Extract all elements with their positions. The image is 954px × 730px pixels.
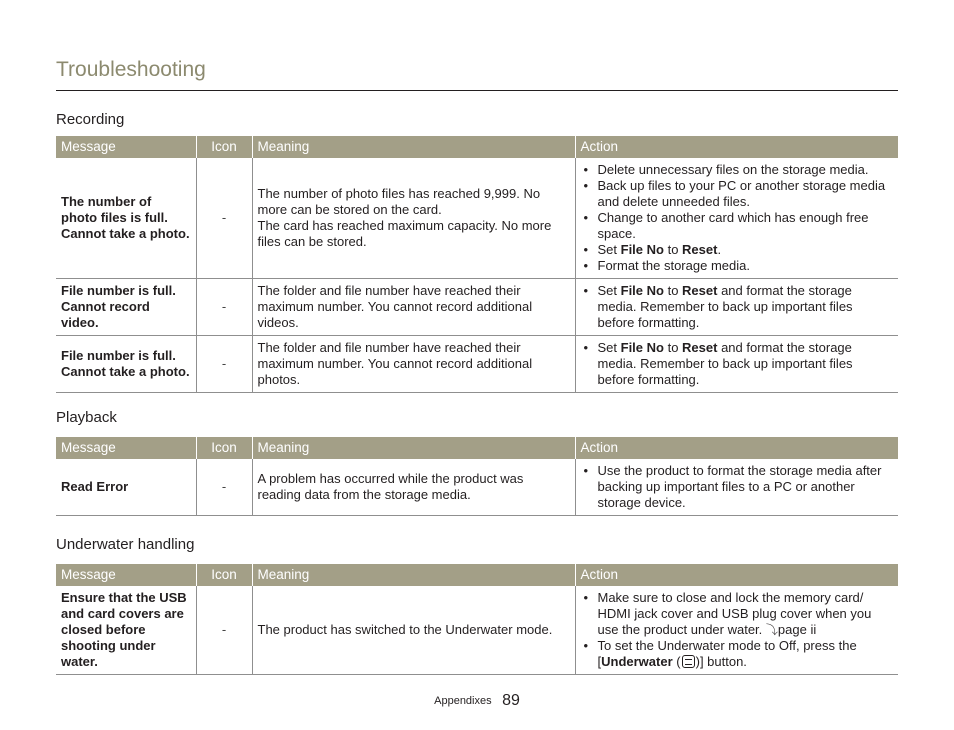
page-reference-arrow-icon: ⤵ — [765, 623, 778, 637]
header-icon: Icon — [196, 136, 252, 158]
icon-cell: - — [196, 279, 252, 336]
message-cell: File number is full. Cannot take a photo. — [56, 336, 196, 393]
header-meaning: Meaning — [252, 564, 575, 586]
message-cell: The number of photo files is full. Cannot take a photo. — [56, 158, 196, 279]
meaning-text: The number of photo files has reached 9,999. No more can be stored on the card. — [257, 186, 541, 217]
header-meaning: Meaning — [252, 437, 575, 459]
table-row — [56, 459, 898, 516]
playback-table — [56, 437, 898, 516]
message-cell: Ensure that the USB and card covers are closed before shooting under water. — [56, 586, 196, 675]
title-divider — [56, 90, 898, 91]
table-row — [56, 586, 898, 675]
action-item: • Use the product to format the storage media after backing up important files to a PC or another storage device. — [581, 463, 894, 511]
table-row — [56, 336, 898, 393]
action-item: • Format the storage media. — [581, 258, 894, 274]
action-item: • Delete unnecessary files on the storage media. — [581, 162, 894, 178]
underwater-table — [56, 564, 898, 675]
page-number: 89 — [502, 692, 520, 709]
page-reference-link[interactable]: page ii — [777, 622, 817, 637]
header-message: Message — [56, 564, 196, 586]
header-message: Message — [56, 136, 196, 158]
meaning-cell: The folder and file number have reached their maximum number. You cannot record additional photos. — [252, 336, 575, 393]
message-cell: File number is full. Cannot record video. — [56, 279, 196, 336]
icon-cell: - — [196, 586, 252, 675]
meaning-cell: The product has switched to the Underwater mode. — [252, 586, 575, 675]
header-icon: Icon — [196, 564, 252, 586]
action-cell — [575, 336, 898, 393]
page-title: Troubleshooting — [56, 58, 206, 81]
table-header-row — [56, 437, 898, 459]
meaning-text: The card has reached maximum capacity. No more files can be stored. — [257, 218, 552, 249]
table-header-row — [56, 564, 898, 586]
header-icon: Icon — [196, 437, 252, 459]
table-row — [56, 158, 898, 279]
header-action: Action — [575, 564, 898, 586]
meaning-cell — [252, 158, 575, 279]
page-footer — [0, 692, 954, 710]
header-meaning: Meaning — [252, 136, 575, 158]
action-item: • To set the Underwater mode to Off, press the [Underwater ( )] button. — [581, 638, 894, 670]
header-action: Action — [575, 136, 898, 158]
section-heading-recording: Recording — [56, 111, 125, 128]
underwater-mode-icon — [682, 655, 695, 668]
action-item: • Make sure to close and lock the memory card/ HDMI jack cover and USB plug cover when you use the product under water. ⤵page ii — [581, 590, 894, 638]
meaning-cell: The folder and file number have reached their maximum number. You cannot record additional videos. — [252, 279, 575, 336]
table-header-row — [56, 136, 898, 158]
message-cell: Read Error — [56, 459, 196, 516]
action-item: • Back up files to your PC or another storage media and delete unneeded files. — [581, 178, 894, 210]
action-cell — [575, 586, 898, 675]
icon-cell: - — [196, 336, 252, 393]
action-cell — [575, 279, 898, 336]
action-cell — [575, 459, 898, 516]
header-action: Action — [575, 437, 898, 459]
icon-cell: - — [196, 158, 252, 279]
action-item: • Set File No to Reset and format the storage media. Remember to back up important files before formatting. — [581, 340, 894, 388]
recording-table — [56, 136, 898, 393]
footer-section-label: Appendixes — [434, 695, 492, 707]
section-heading-playback: Playback — [56, 409, 117, 426]
table-row — [56, 279, 898, 336]
icon-cell: - — [196, 459, 252, 516]
section-heading-underwater: Underwater handling — [56, 536, 195, 553]
meaning-cell: A problem has occurred while the product was reading data from the storage media. — [252, 459, 575, 516]
action-item: • Change to another card which has enough free space. — [581, 210, 894, 242]
action-item: • Set File No to Reset and format the storage media. Remember to back up important files before formatting. — [581, 283, 894, 331]
action-cell — [575, 158, 898, 279]
action-item: • Set File No to Reset. — [581, 242, 894, 258]
header-message: Message — [56, 437, 196, 459]
